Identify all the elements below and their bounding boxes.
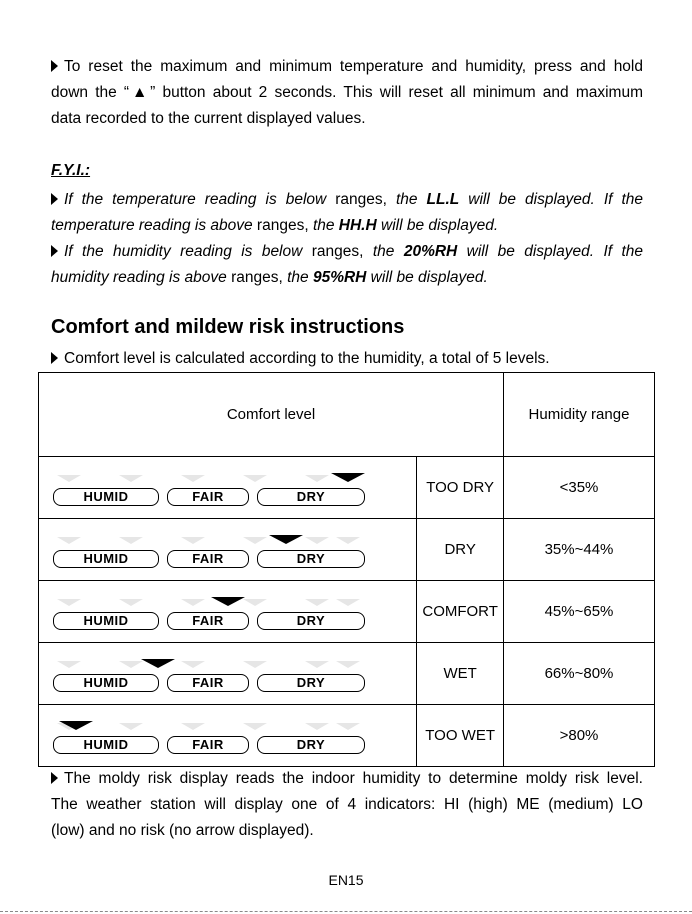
moldy-paragraph [51,766,643,844]
dry-pill: DRY [257,674,365,692]
fair-pill: FAIR [167,674,249,692]
fyi-hum-line-1: If the humidity reading is below ranges, the 20%RH will be displayed. If the [51,239,643,265]
comfort-indicator [39,458,372,518]
moldy-line-3: (low) and no risk (no arrow displayed). [51,822,314,839]
humid-pill: HUMID [53,488,159,506]
humid-pill: HUMID [53,550,159,568]
fair-pill: FAIR [167,736,249,754]
inactive-arrow-icon [57,537,81,544]
humid-pill: HUMID [53,612,159,630]
comfort-indicator-cell [39,519,417,581]
dry-pill: DRY [257,612,365,630]
table-header-row [39,373,655,457]
reset-line-1: To reset the maximum and minimum temperature and humidity, press and hold [51,54,643,80]
active-arrow-icon [269,535,303,544]
inactive-arrow-icon [57,475,81,482]
dry-pill: DRY [257,736,365,754]
inactive-arrow-icon [181,475,205,482]
inactive-arrow-icon [119,599,143,606]
inactive-arrow-icon [336,599,360,606]
humid-pill: HUMID [53,736,159,754]
dry-pill: DRY [257,488,365,506]
reset-line-3: data recorded to the current displayed values. [51,110,366,127]
inactive-arrow-icon [181,599,205,606]
fyi-heading: F.Y.I.: [51,162,91,179]
active-arrow-icon [141,659,175,668]
dry-pill: DRY [257,550,365,568]
active-arrow-icon [211,597,245,606]
table-row [39,581,655,643]
comfort-indicator [39,520,372,580]
inactive-arrow-icon [243,599,267,606]
comfort-label: DRY [417,519,504,581]
table-row [39,519,655,581]
comfort-table [38,372,655,767]
inactive-arrow-icon [305,537,329,544]
bullet-arrow-icon [51,193,58,205]
header-humidity-range: Humidity range [504,373,655,457]
moldy-line-2: The weather station will display one of 4 indicators: HI (high) ME (medium) LO [51,796,643,813]
comfort-indicator [39,706,372,766]
header-comfort-level: Comfort level [39,373,504,457]
humidity-range-value: 35%~44% [504,519,655,581]
inactive-arrow-icon [119,723,143,730]
comfort-indicator-cell [39,643,417,705]
bullet-arrow-icon [51,245,58,257]
inactive-arrow-icon [305,723,329,730]
bullet-arrow-icon [51,352,58,364]
table-row [39,457,655,519]
inactive-arrow-icon [336,661,360,668]
inactive-arrow-icon [181,661,205,668]
inactive-arrow-icon [336,723,360,730]
comfort-intro: Comfort level is calculated according to the humidity, a total of 5 levels. [51,346,643,372]
comfort-label: COMFORT [417,581,504,643]
humid-pill: HUMID [53,674,159,692]
inactive-arrow-icon [305,475,329,482]
fair-pill: FAIR [167,550,249,568]
fyi-humidity-note [51,239,643,291]
inactive-arrow-icon [243,537,267,544]
humidity-range-value: 45%~65% [504,581,655,643]
inactive-arrow-icon [119,537,143,544]
comfort-label: TOO WET [417,705,504,767]
comfort-indicator-cell [39,581,417,643]
fyi-temperature-note [51,187,643,239]
inactive-arrow-icon [57,599,81,606]
comfort-indicator-cell [39,457,417,519]
active-arrow-icon [331,473,365,482]
page-number: EN15 [328,872,364,888]
fyi-hum-line-2: humidity reading is above ranges, the 95%RH will be displayed. [51,269,488,286]
inactive-arrow-icon [305,599,329,606]
fair-pill: FAIR [167,612,249,630]
humidity-range-value: <35% [504,457,655,519]
inactive-arrow-icon [181,537,205,544]
inactive-arrow-icon [305,661,329,668]
inactive-arrow-icon [243,661,267,668]
inactive-arrow-icon [336,537,360,544]
reset-line-2: down the “▲” button about 2 seconds. This will reset all minimum and maximum [51,84,643,101]
fair-pill: FAIR [167,488,249,506]
comfort-indicator [39,582,372,642]
humidity-range-value: >80% [504,705,655,767]
bullet-arrow-icon [51,772,58,784]
fyi-temp-line-1: If the temperature reading is below ranges, the LL.L will be displayed. If the [51,187,643,213]
inactive-arrow-icon [119,475,143,482]
comfort-label: TOO DRY [417,457,504,519]
reset-paragraph [51,54,643,132]
comfort-label: WET [417,643,504,705]
comfort-indicator-cell [39,705,417,767]
inactive-arrow-icon [181,723,205,730]
page-divider [0,911,692,912]
comfort-indicator [39,644,372,704]
inactive-arrow-icon [119,661,143,668]
inactive-arrow-icon [243,475,267,482]
moldy-line-1: The moldy risk display reads the indoor humidity to determine moldy risk level. [51,766,643,792]
fyi-temp-line-2: temperature reading is above ranges, the HH.H will be displayed. [51,217,499,234]
table-row [39,705,655,767]
section-heading: Comfort and mildew risk instructions [51,316,405,338]
inactive-arrow-icon [243,723,267,730]
table-row [39,643,655,705]
active-arrow-icon [59,721,93,730]
humidity-range-value: 66%~80% [504,643,655,705]
bullet-arrow-icon [51,60,58,72]
inactive-arrow-icon [57,661,81,668]
